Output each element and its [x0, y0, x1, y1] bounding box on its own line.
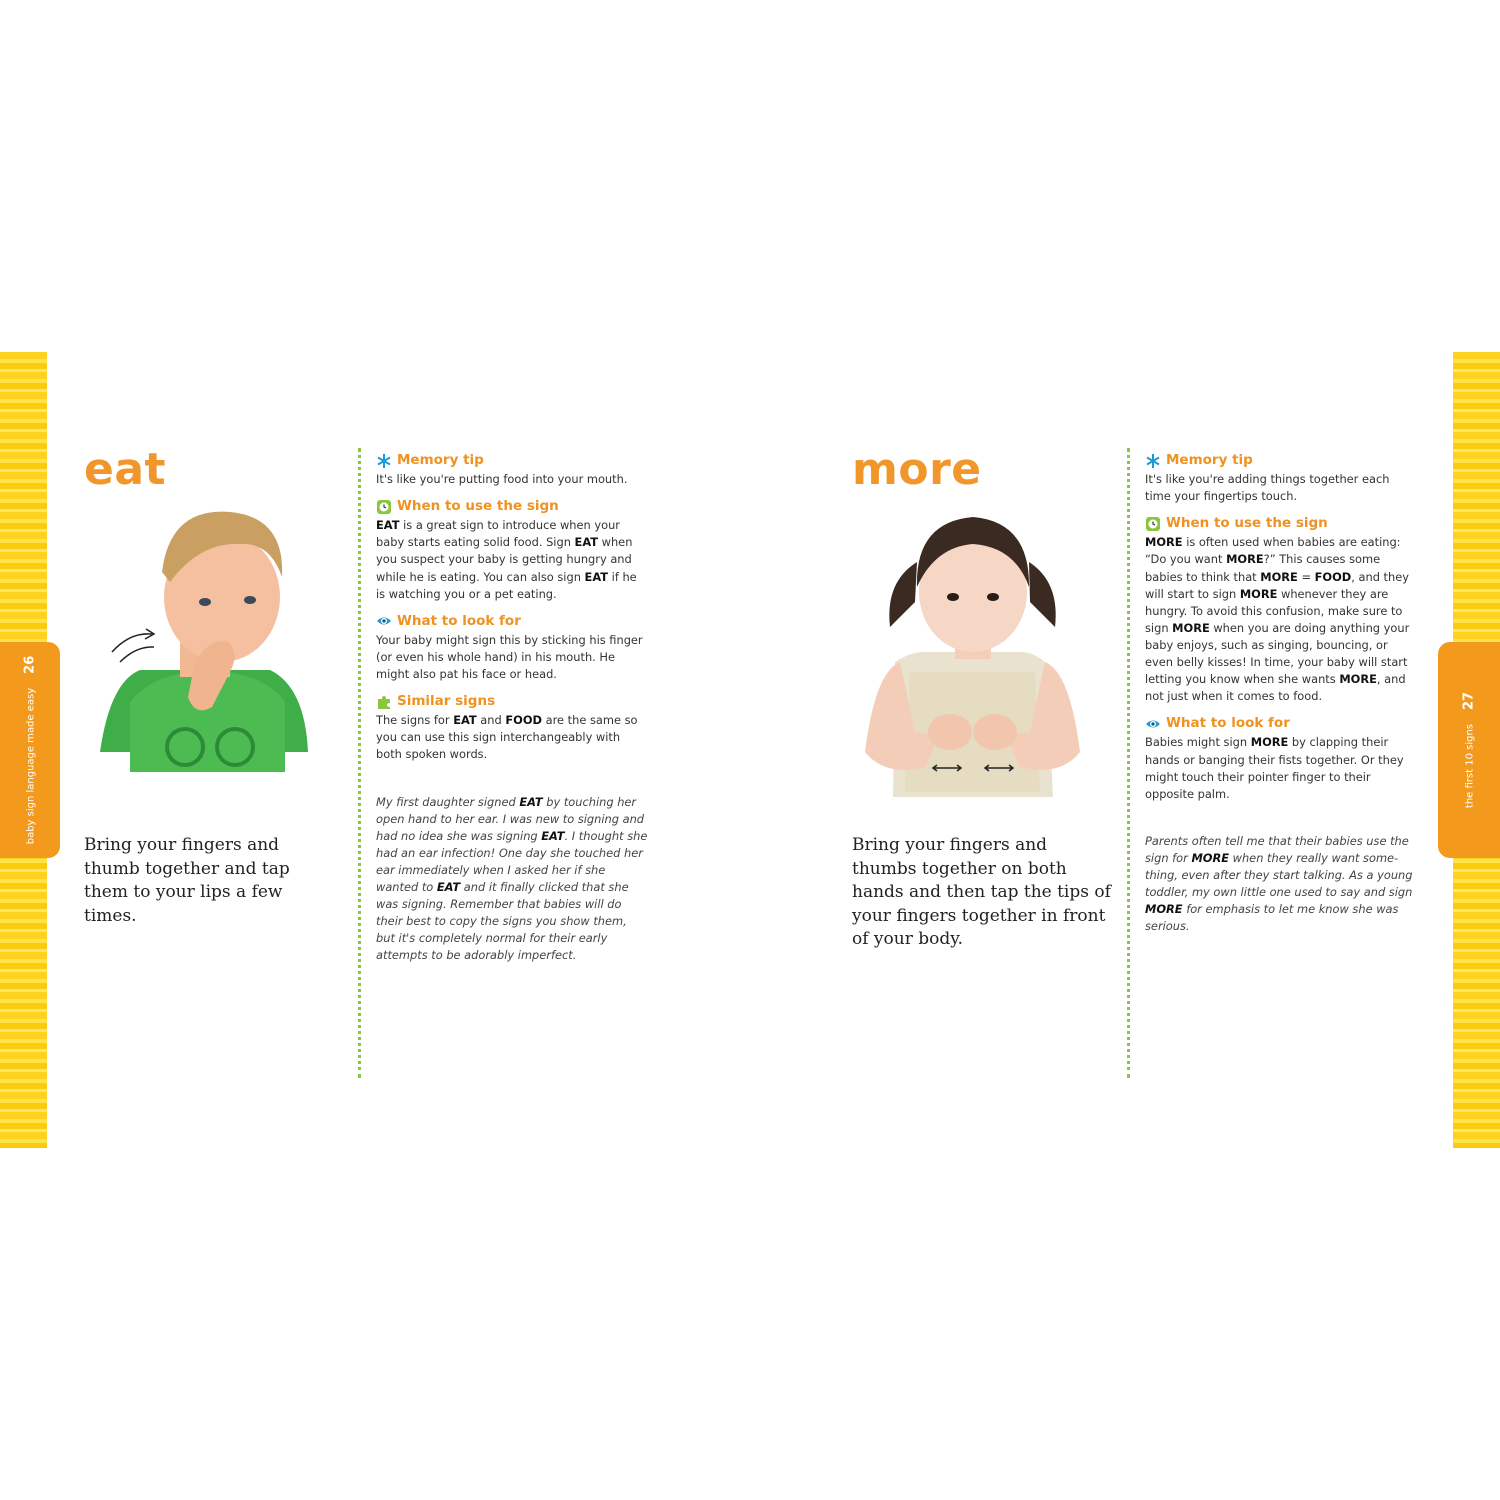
boy-signing-eat-illustration	[100, 502, 315, 802]
memory-tip-title: Memory tip	[1166, 452, 1253, 468]
what-to-look-for-eat	[376, 613, 648, 683]
what-to-look-for-text: Your baby might sign this by sticking his finger (or even his whole hand) in his mouth. He might also pat his face or head.	[376, 632, 643, 682]
sign-word-more: more	[852, 444, 982, 495]
when-to-use-title: When to use the sign	[397, 498, 559, 515]
alarm-clock-icon	[1145, 516, 1161, 532]
dotted-divider-left	[358, 448, 361, 1078]
when-to-use-eat	[376, 498, 648, 603]
when-to-use-text: MORE is often used when babies are eating: “Do you want MORE?” This causes some babies to think that MORE = FOOD, and they will start to sign MORE whenever they are hungry. To avoid this confusion, make sure to sign MORE when you are doing anything your baby enjoys, such as singing, bouncing, or even belly kisses! In time, your baby will start letting you know when she wants MORE, and not just when it comes to food.	[1145, 535, 1410, 704]
instruction-eat: Bring your fingers and thumb together and tap them to your lips a few times.	[84, 835, 290, 926]
when-to-use-title: When to use the sign	[1166, 515, 1328, 532]
similar-signs-title: Similar signs	[397, 693, 496, 710]
what-to-look-for-text: Babies might sign MORE by clapping their hands or banging their fists together. Or they might touch their pointer finger to their opposite palm.	[1145, 735, 1404, 801]
page-number-left: 26	[22, 655, 38, 674]
memory-tip-text: It's like you're adding things together each time your fingertips touch.	[1145, 472, 1390, 504]
what-to-look-for-title: What to look for	[1166, 715, 1290, 732]
puzzle-icon	[376, 694, 392, 710]
similar-signs-text: The signs for EAT and FOOD are the same so you can use this sign interchangeably with both spoken words.	[376, 713, 638, 762]
anecdote-eat: My first daughter signed EAT by touching her open hand to her ear. I was new to signing and had no idea she was signing EAT. I thought she had an ear infection! One day she touched her ear immediately when I asked her if she wanted to EAT and it finally clicked that she was signing. Remember that babies will do their best to copy the signs you show them, but it's completely normal for their early attempts to be adorably imperfect.	[376, 794, 648, 963]
snowflake-icon	[376, 453, 392, 469]
instruction-more: Bring your fingers and thumbs together on both hands and then tap the tips of your fingers together in front of your body.	[852, 835, 1111, 949]
memory-tip-title: Memory tip	[397, 452, 484, 468]
memory-tip-text: It's like you're putting food into your mouth.	[376, 472, 628, 487]
left-page-tab	[0, 642, 60, 858]
snowflake-icon	[1145, 453, 1161, 469]
what-to-look-for-more	[1145, 715, 1417, 802]
eye-icon	[1145, 716, 1161, 732]
tips-column-more	[1145, 452, 1417, 947]
eye-icon	[376, 613, 392, 629]
when-to-use-text: EAT is a great sign to introduce when your baby starts eating solid food. Sign EAT when you suspect your baby is getting hungry and while he is eating. You can also sign EAT if he is watching you or a pet eating.	[376, 518, 637, 601]
memory-tip-eat	[376, 452, 648, 488]
similar-signs-eat	[376, 693, 648, 763]
running-head-left: baby sign language made easy	[25, 687, 37, 845]
alarm-clock-icon	[376, 499, 392, 515]
right-page-tab	[1438, 642, 1500, 858]
tips-column-eat	[376, 452, 648, 976]
dotted-divider-right	[1127, 448, 1130, 1078]
page-number-right: 27	[1461, 691, 1477, 710]
what-to-look-for-title: What to look for	[397, 612, 521, 629]
book-spread	[0, 352, 1500, 1148]
when-to-use-more	[1145, 515, 1417, 705]
girl-signing-more-illustration	[855, 502, 1090, 797]
anecdote-more: Parents often tell me that their babies use the sign for MORE when they really want some-thing, even after they start talking. As a young toddler, my own little one used to say and sign MORE for emphasis to let me know she was serious.	[1145, 833, 1413, 934]
running-head-right: the first 10 signs	[1464, 723, 1476, 809]
memory-tip-more	[1145, 452, 1417, 505]
sign-word-eat: eat	[84, 444, 167, 495]
